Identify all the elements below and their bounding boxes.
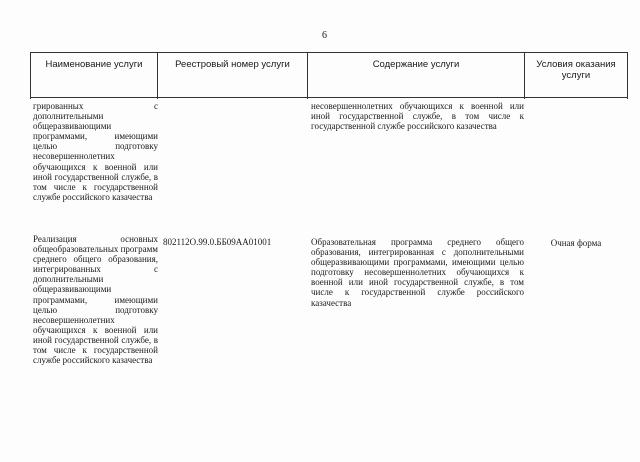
service-content: Образовательная программа среднего общего образования, интегрированная с дополнительными общеразвивающими программами, имеющими целью подготовку несовершеннолетних обучающихся к военной или иной государственной службе, в том числе к государственной службе российского казачества bbox=[311, 237, 524, 308]
service-name: Реализация основных общеобразовательных программ среднего общего образования, интегрированных с дополнительными общеразвивающими программами, имеющими целью подготовку несовершеннолетних обучающихся к военной или иной государственной службе, в том числе к государственной службе российского казачества bbox=[33, 234, 159, 366]
service-conditions: Очная форма bbox=[550, 238, 602, 248]
header-service-content: Содержание услуги bbox=[308, 53, 525, 99]
registry-number: 802112О.99.0.ББ09АА01001 bbox=[163, 237, 272, 247]
continuation-service-content: несовершеннолетних обучающихся к военной или иной государственной службе, в том числе к государственной службе российского казачества bbox=[311, 101, 524, 132]
continuation-service-name: грированных с дополнительными общеразвивающими программами, имеющими целью подготовку несовершеннолетних обучающихся к военной или иной государственной службе, в том числе к государственной службе российского казачества bbox=[33, 101, 158, 202]
header-service-name: Наименование услуги bbox=[30, 53, 158, 99]
page-number: 6 bbox=[322, 30, 327, 41]
table-header bbox=[30, 52, 628, 98]
header-service-conditions: Условия оказания услуги bbox=[525, 53, 628, 99]
header-registry-number: Реестровый номер услуги bbox=[158, 53, 308, 99]
